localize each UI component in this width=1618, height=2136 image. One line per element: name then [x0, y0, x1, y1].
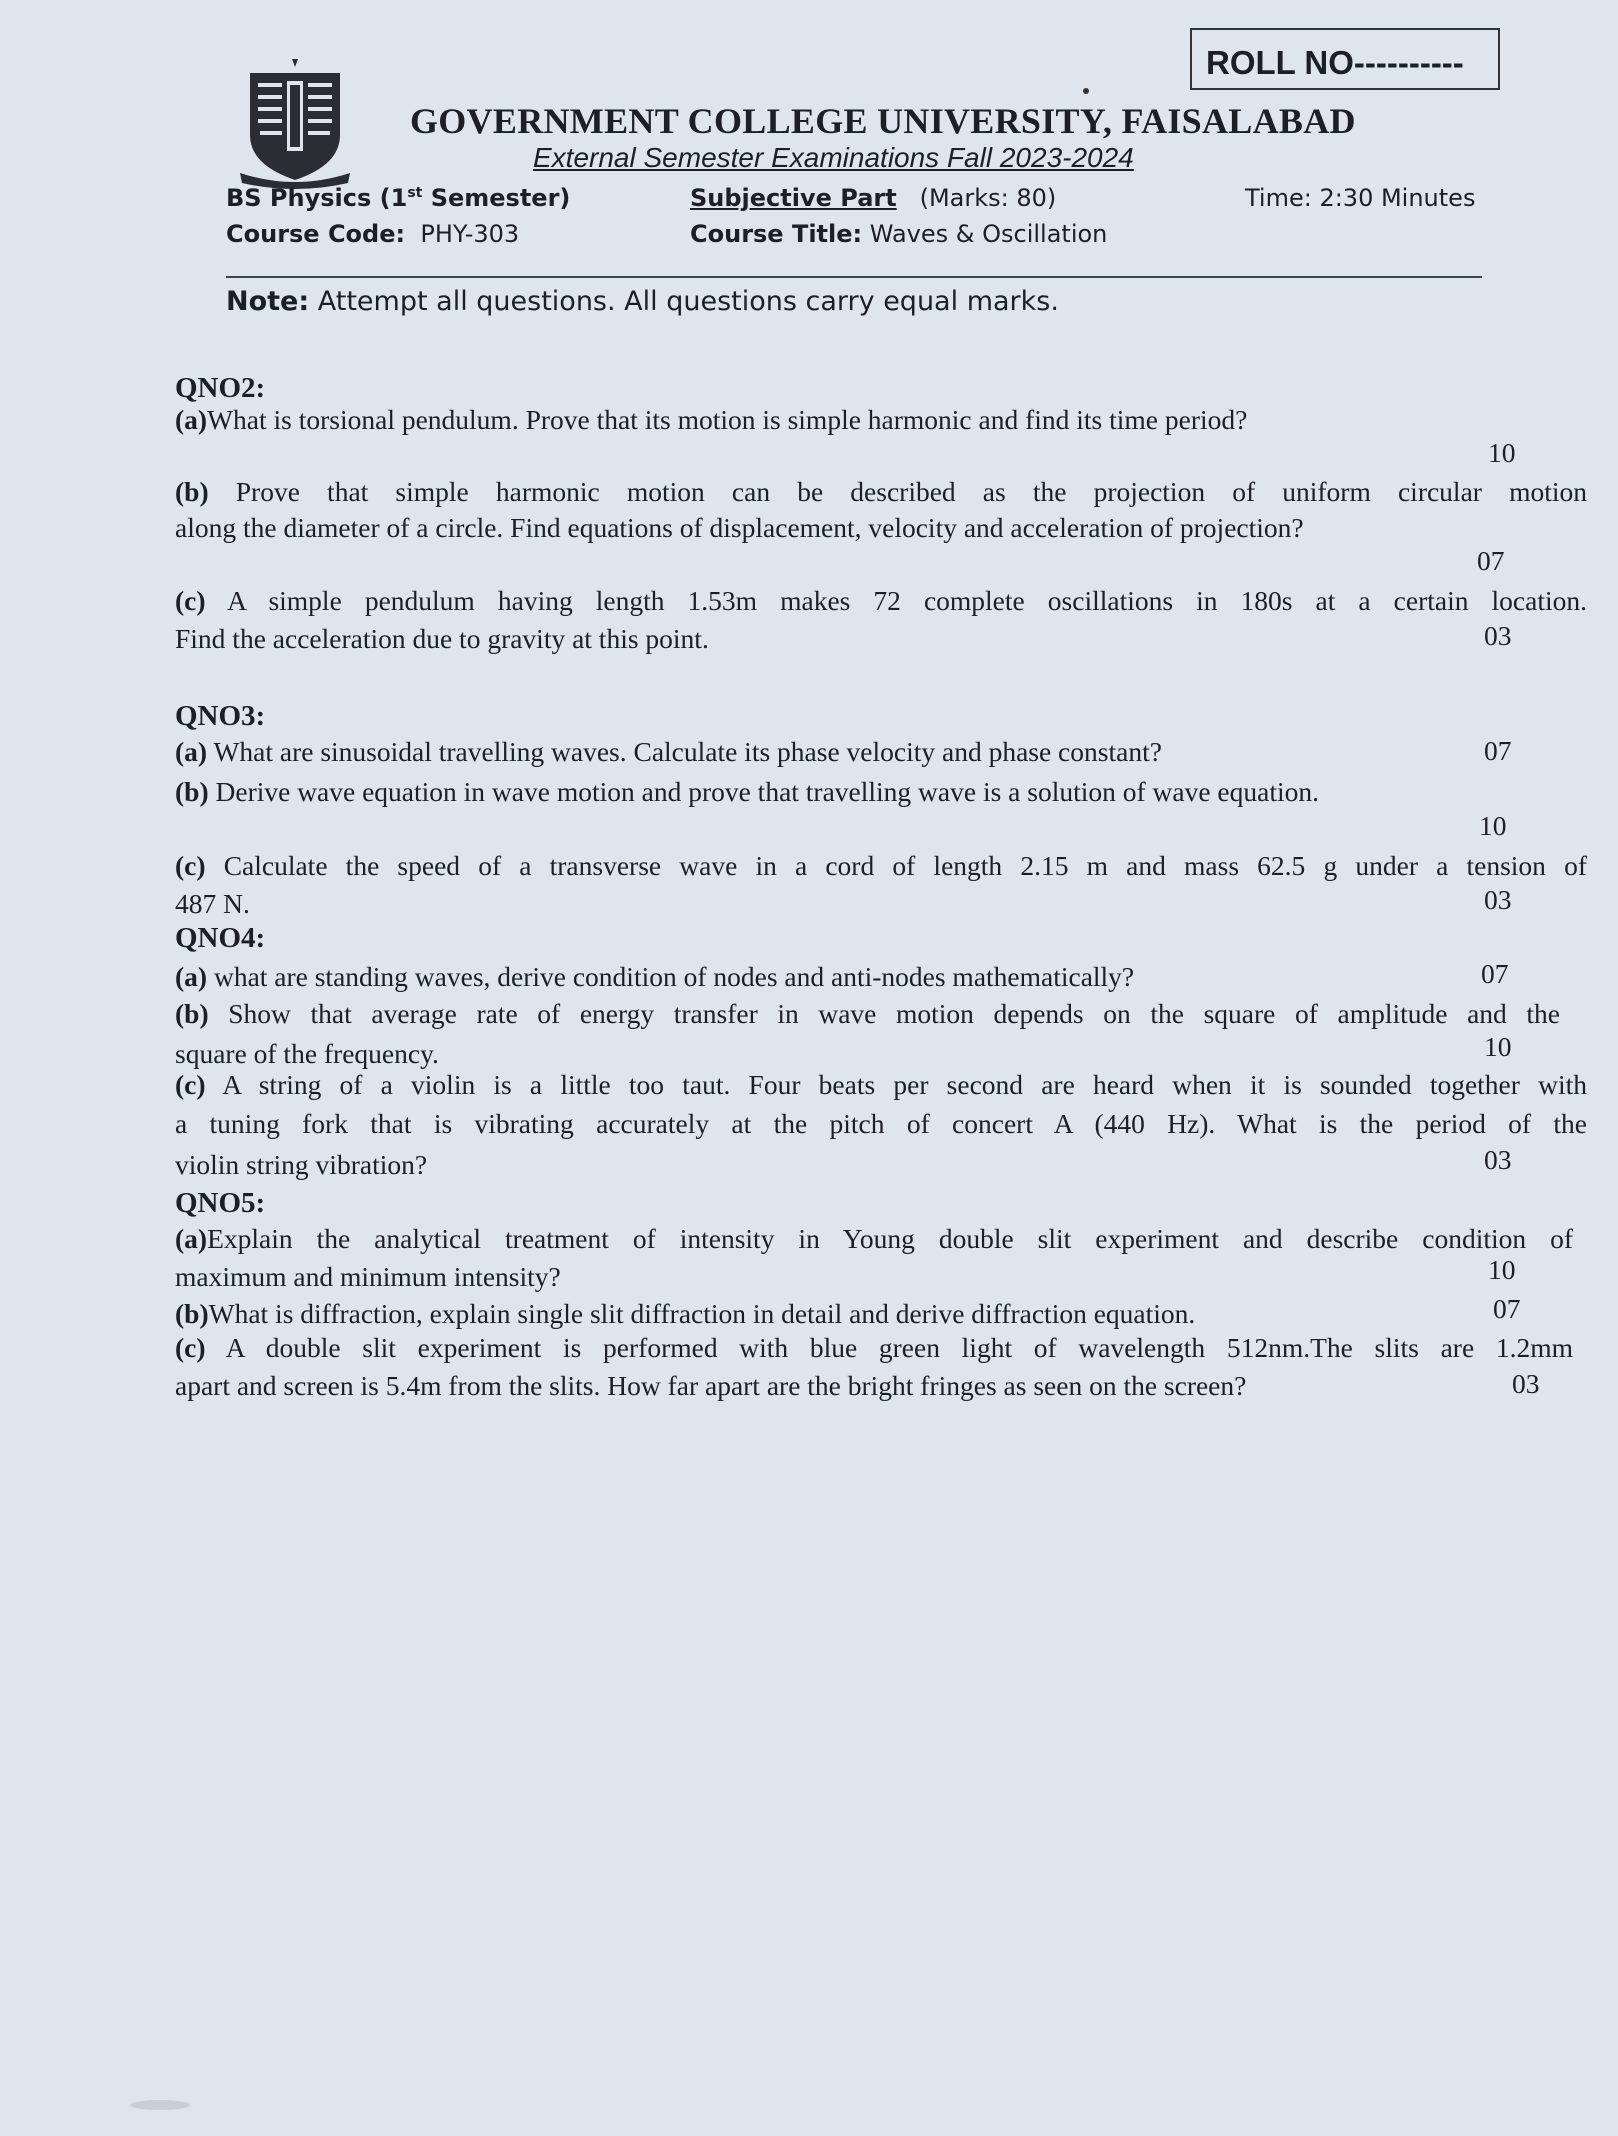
- q5-a-line-1: [175, 1222, 1573, 1256]
- part-label: (c): [175, 850, 206, 881]
- subjective-part: [690, 184, 1056, 212]
- part-label: (c): [175, 1069, 206, 1100]
- part-text: A simple pendulum having length 1.53m makes 72 complete oscillations in 180s at a certain location.: [227, 585, 1587, 616]
- program-prefix: BS Physics (1: [226, 184, 408, 212]
- part-text: A string of a violin is a little too taut. Four beats per second are heard when it is sounded together with: [222, 1069, 1587, 1100]
- q5-a-line-2: maximum and minimum intensity?: [175, 1261, 561, 1292]
- course-code-label: Course Code:: [226, 220, 406, 248]
- q4-a-marks: 07: [1481, 958, 1509, 989]
- part-text: What is diffraction, explain single slit diffraction in detail and derive diffraction equation.: [208, 1298, 1196, 1329]
- q5-c-line-2: apart and screen is 5.4m from the slits. How far apart are the bright fringes as seen on the screen?: [175, 1370, 1247, 1401]
- program-superscript: st: [407, 185, 423, 201]
- university-crest-icon: [230, 55, 360, 195]
- program-suffix: Semester): [422, 184, 571, 212]
- part-label: Subjective Part: [690, 184, 897, 212]
- roll-number-box: ROLL NO----------: [1190, 28, 1500, 90]
- course-title-label: Course Title:: [690, 220, 863, 248]
- q4-c-line-3: violin string vibration?: [175, 1149, 428, 1180]
- q2-c-line-1: [175, 584, 1587, 618]
- q4-b-line-2: square of the frequency.: [175, 1038, 439, 1069]
- q2-b-line-2: along the diameter of a circle. Find equations of displacement, velocity and acceleration of projection?: [175, 512, 1304, 543]
- part-label: (a): [175, 961, 208, 992]
- total-marks: (Marks: 80): [919, 184, 1057, 212]
- note-text: Attempt all questions. All questions carry equal marks.: [317, 286, 1059, 317]
- q3-c-line-2: 487 N.: [175, 888, 250, 919]
- question-3-title: QNO3:: [175, 700, 266, 732]
- part-text: Calculate the speed of a transverse wave in a cord of length 2.15 m and mass 62.5 g under a tension of: [223, 850, 1587, 881]
- part-label: (b): [175, 998, 209, 1029]
- q2-a-line-1: [175, 403, 1247, 437]
- q2-a-marks: 10: [1488, 437, 1516, 468]
- q3-c-marks: 03: [1484, 884, 1512, 915]
- part-label: (c): [175, 1332, 206, 1363]
- part-text: what are standing waves, derive condition of nodes and anti-nodes mathematically?: [213, 961, 1135, 992]
- scan-smudge: [130, 2100, 190, 2110]
- part-label: (a): [175, 404, 208, 435]
- question-2-title: QNO2:: [175, 372, 266, 404]
- part-text: What is torsional pendulum. Prove that its motion is simple harmonic and find its time period?: [207, 404, 1248, 435]
- q3-c-line-1: [175, 849, 1587, 883]
- q2-c-line-2: Find the acceleration due to gravity at this point.: [175, 623, 709, 654]
- exam-session: External Semester Examinations Fall 2023-2024: [533, 142, 1134, 173]
- course-title: [690, 220, 1107, 248]
- part-text: Explain the analytical treatment of intensity in Young double slit experiment and describe condition of: [207, 1223, 1573, 1254]
- q3-b-marks: 10: [1479, 810, 1507, 841]
- q4-b-line-1: [175, 997, 1560, 1031]
- question-4-title: QNO4:: [175, 922, 266, 954]
- part-label: (a): [175, 1223, 208, 1254]
- q3-a-line-1: [175, 735, 1162, 769]
- part-label: (c): [175, 585, 206, 616]
- course-code: [226, 220, 519, 248]
- q5-a-marks: 10: [1488, 1254, 1516, 1285]
- q3-b-line-1: [175, 775, 1319, 809]
- q4-c-marks: 03: [1484, 1144, 1512, 1175]
- q4-c-line-2: a tuning fork that is vibrating accurately at the pitch of concert A (440 Hz). What is the period of the: [175, 1108, 1587, 1139]
- course-title-value: Waves & Oscillation: [869, 220, 1108, 248]
- q5-c-line-1: [175, 1331, 1573, 1365]
- q5-c-marks: 03: [1512, 1368, 1540, 1399]
- part-label: (a): [175, 736, 208, 767]
- q3-a-marks: 07: [1484, 735, 1512, 766]
- part-label: (b): [175, 776, 209, 807]
- part-text: A double slit experiment is performed with blue green light of wavelength 512nm.The slits are 1.2mm: [225, 1332, 1574, 1363]
- exam-time: Time: 2:30 Minutes: [1245, 184, 1476, 212]
- q2-b-marks: 07: [1477, 545, 1505, 576]
- program: [226, 184, 570, 212]
- part-text: What are sinusoidal travelling waves. Calculate its phase velocity and phase constant?: [213, 736, 1162, 767]
- q4-a-line-1: [175, 960, 1134, 994]
- part-text: Prove that simple harmonic motion can be described as the projection of uniform circular motion: [235, 476, 1587, 507]
- part-text: Derive wave equation in wave motion and prove that travelling wave is a solution of wave equation.: [215, 776, 1319, 807]
- question-5-title: QNO5:: [175, 1187, 266, 1219]
- note-label: Note:: [226, 286, 310, 317]
- header-divider: [226, 276, 1482, 278]
- part-label: (b): [175, 476, 209, 507]
- instructions-note: [226, 286, 1059, 317]
- q2-b-line-1: [175, 475, 1587, 509]
- part-label: (b): [175, 1298, 209, 1329]
- q4-c-line-1: [175, 1068, 1587, 1102]
- q4-b-marks: 10: [1484, 1031, 1512, 1062]
- scan-speck: [1083, 88, 1089, 94]
- q5-b-line-1: [175, 1297, 1195, 1331]
- q2-c-marks: 03: [1484, 620, 1512, 651]
- course-code-value: PHY-303: [420, 220, 520, 248]
- university-name: GOVERNMENT COLLEGE UNIVERSITY, FAISALABAD: [410, 101, 1356, 141]
- q5-b-marks: 07: [1493, 1293, 1521, 1324]
- part-text: Show that average rate of energy transfer in wave motion depends on the square of amplitude and the: [228, 998, 1560, 1029]
